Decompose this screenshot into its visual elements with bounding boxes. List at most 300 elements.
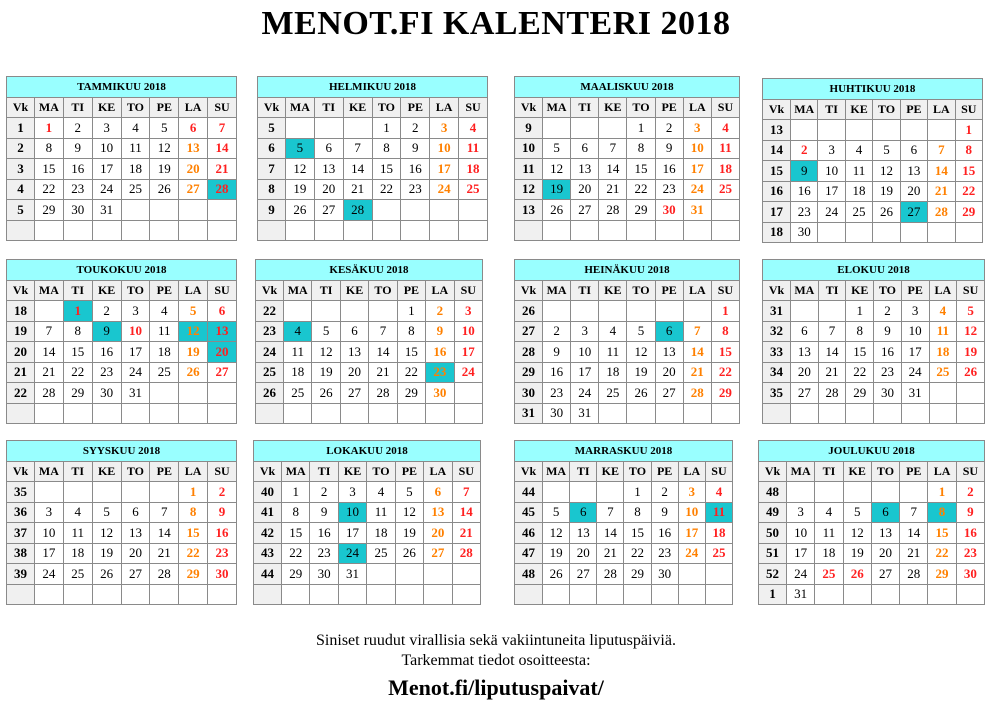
weekday-header: SU [956,461,984,482]
day-cell: 17 [454,342,482,363]
day-cell: 5 [286,138,315,159]
month-table [758,440,985,605]
day-cell: 16 [310,523,338,544]
week-number: 44 [515,482,543,503]
week-row [256,403,483,424]
day-cell: 5 [873,140,900,161]
day-cell: 4 [367,482,395,503]
weekday-header: TO [871,461,899,482]
day-cell: 8 [955,140,982,161]
day-cell: 28 [818,383,846,404]
week-row [763,403,985,424]
day-cell: 23 [401,179,430,200]
empty-cell [815,584,843,605]
day-cell: 11 [705,502,732,523]
day-cell: 10 [92,138,121,159]
day-cell: 16 [655,159,683,180]
day-cell: 17 [678,523,705,544]
day-cell: 13 [791,342,819,363]
week-row [256,342,483,363]
day-cell: 26 [286,200,315,221]
day-cell: 21 [599,179,627,200]
empty-cell [957,383,985,404]
day-cell: 29 [179,564,208,585]
week-number: 5 [7,200,35,221]
week-number: 22 [7,383,35,404]
day-cell: 23 [651,543,678,564]
day-cell: 1 [928,482,956,503]
week-row [515,138,740,159]
weekday-header: Vk [515,97,543,118]
week-number: 41 [254,502,282,523]
week-row [7,362,237,383]
month-name: MARRASKUU 2018 [515,441,733,462]
day-cell: 1 [372,118,401,139]
empty-cell [286,118,315,139]
day-cell: 5 [395,482,423,503]
day-cell: 15 [372,159,401,180]
weekday-header: KE [843,461,871,482]
empty-cell [340,301,368,322]
day-cell: 19 [395,523,423,544]
day-cell: 17 [92,159,121,180]
day-cell: 9 [208,502,237,523]
week-row [7,321,237,342]
week-row [7,523,237,544]
day-cell: 14 [452,502,481,523]
empty-cell [711,220,739,241]
day-cell: 19 [957,342,985,363]
weekday-header: PE [900,99,927,120]
footer-link[interactable]: Menot.fi/liputuspaivat/ [388,675,604,700]
day-cell: 21 [208,159,237,180]
week-number: 25 [256,362,284,383]
day-cell: 29 [63,383,92,404]
day-cell: 16 [874,342,902,363]
day-cell: 10 [683,138,711,159]
day-cell: 30 [956,564,984,585]
day-cell: 12 [92,523,121,544]
empty-cell [843,482,871,503]
week-row [258,200,488,221]
week-row [763,222,983,243]
day-cell: 31 [683,200,711,221]
empty-cell [543,301,571,322]
day-cell: 17 [818,181,845,202]
weekday-header: TO [873,99,900,120]
week-number: 31 [515,403,543,424]
week-row [7,482,237,503]
empty-cell [678,564,705,585]
day-cell: 2 [651,482,678,503]
day-cell: 24 [683,179,711,200]
day-cell: 4 [150,301,179,322]
weekday-header: TO [369,280,397,301]
empty-cell [929,403,957,424]
week-number: 8 [258,179,286,200]
day-cell: 10 [121,321,150,342]
weekday-header: MA [543,461,570,482]
empty-cell [179,220,208,241]
day-cell: 27 [179,179,208,200]
empty-cell [35,584,64,605]
day-cell: 15 [35,159,64,180]
week-number: 30 [515,383,543,404]
day-cell: 5 [150,118,179,139]
empty-cell [655,301,683,322]
day-cell: 5 [543,138,571,159]
weekday-header: Vk [759,461,787,482]
day-cell: 22 [179,543,208,564]
empty-cell [683,403,711,424]
weekday-header: TO [624,461,651,482]
week-number: 51 [759,543,787,564]
month-name: LOKAKUU 2018 [254,441,481,462]
month-name: KESÄKUU 2018 [256,260,483,281]
empty-cell [597,482,624,503]
day-cell: 24 [678,543,705,564]
day-cell: 20 [900,181,927,202]
footer-info: Tarkemmat tiedot osoitteesta: [401,652,591,669]
week-number: 32 [763,321,791,342]
week-row [256,301,483,322]
weekday-header: Vk [763,99,791,120]
weekday-header: TI [571,97,599,118]
day-cell: 13 [424,502,452,523]
day-cell: 8 [63,321,92,342]
empty-cell [150,383,179,404]
empty-cell [284,301,312,322]
day-cell: 14 [343,159,372,180]
day-cell: 28 [208,179,237,200]
weekday-header: SU [208,461,237,482]
week-row [763,140,983,161]
week-row [763,321,985,342]
day-cell: 13 [655,342,683,363]
weekday-header: TI [818,99,845,120]
day-cell: 19 [312,362,340,383]
month-table [514,76,740,241]
day-cell: 9 [92,321,121,342]
week-number: 50 [759,523,787,544]
day-cell: 17 [787,543,815,564]
empty-cell [92,220,121,241]
day-cell: 11 [63,523,92,544]
empty-cell [570,482,597,503]
month-table [762,259,985,424]
empty-cell [627,220,655,241]
day-cell: 29 [624,564,651,585]
day-cell: 7 [900,502,928,523]
empty-cell [627,403,655,424]
week-number: 24 [256,342,284,363]
week-number: 33 [763,342,791,363]
day-cell: 25 [284,383,312,404]
empty-cell [928,120,955,141]
week-row [258,220,488,241]
day-cell: 6 [208,301,237,322]
day-cell: 10 [818,161,845,182]
week-row [763,202,983,223]
empty-cell [312,403,340,424]
week-row [763,301,985,322]
day-cell: 8 [35,138,64,159]
empty-cell [683,301,711,322]
day-cell: 26 [873,202,900,223]
empty-cell [343,118,372,139]
day-cell: 21 [150,543,179,564]
day-cell: 14 [599,159,627,180]
weekday-header: KE [340,280,368,301]
day-cell: 18 [815,543,843,564]
weekday-header: TI [571,280,599,301]
day-cell: 30 [655,200,683,221]
month-name: ELOKUU 2018 [763,260,985,281]
empty-cell [208,200,237,221]
empty-cell [928,222,955,243]
day-cell: 30 [791,222,818,243]
week-row [256,383,483,404]
weekday-header: TI [312,280,340,301]
day-cell: 15 [624,523,651,544]
week-row [763,161,983,182]
empty-cell [845,120,872,141]
empty-cell [208,584,237,605]
day-cell: 26 [179,362,208,383]
empty-cell [430,220,459,241]
day-cell: 21 [369,362,397,383]
footer-note: Siniset ruudut virallisia sekä vakiintuneita liputuspäiviä. [316,632,676,649]
day-cell: 4 [815,502,843,523]
day-cell: 13 [121,523,150,544]
day-cell: 2 [426,301,454,322]
day-cell: 23 [310,543,338,564]
day-cell: 15 [282,523,310,544]
empty-cell [599,220,627,241]
week-row [515,362,740,383]
day-cell: 31 [338,564,366,585]
day-cell: 15 [846,342,874,363]
empty-cell [570,584,597,605]
day-cell: 31 [901,383,929,404]
week-row [515,403,740,424]
week-number: 6 [258,138,286,159]
day-cell: 26 [543,564,570,585]
weekday-header: MA [543,280,571,301]
day-cell: 22 [282,543,310,564]
day-cell: 18 [367,523,395,544]
day-cell: 28 [452,543,481,564]
empty-cell [35,301,64,322]
day-cell: 12 [543,523,570,544]
week-number: 21 [7,362,35,383]
weekday-header: KE [92,280,121,301]
day-cell: 12 [543,159,571,180]
week-number: 2 [7,138,35,159]
week-row [254,584,481,605]
week-row [763,181,983,202]
day-cell: 14 [597,523,624,544]
day-cell: 15 [928,523,956,544]
weekday-header: MA [284,280,312,301]
day-cell: 21 [35,362,64,383]
week-row [7,403,237,424]
day-cell: 6 [121,502,150,523]
empty-cell [543,118,571,139]
day-cell: 3 [35,502,64,523]
weekday-header: SU [955,99,982,120]
day-cell: 13 [179,138,208,159]
day-cell: 25 [845,202,872,223]
empty-cell [121,403,150,424]
empty-cell [179,403,208,424]
week-row [258,179,488,200]
day-cell: 23 [791,202,818,223]
empty-cell [873,222,900,243]
day-cell: 16 [651,523,678,544]
month-table [514,259,740,424]
week-number: 27 [515,321,543,342]
weekday-header: TI [63,97,92,118]
day-cell: 28 [597,564,624,585]
day-cell: 17 [430,159,459,180]
empty-cell [791,301,819,322]
weekday-header: Vk [763,280,791,301]
empty-cell [957,403,985,424]
day-cell: 25 [599,383,627,404]
day-cell: 23 [655,179,683,200]
day-cell: 12 [843,523,871,544]
day-cell: 8 [624,502,651,523]
week-number: 52 [759,564,787,585]
weekday-header: PE [655,280,683,301]
weekday-header: TI [314,97,343,118]
month-table [6,259,237,424]
weekday-header: SU [711,97,739,118]
day-cell: 7 [597,502,624,523]
empty-cell [208,220,237,241]
empty-cell [597,584,624,605]
day-cell: 19 [150,159,179,180]
weekday-header: PE [901,280,929,301]
empty-cell [599,301,627,322]
weekday-header: LA [424,461,452,482]
day-cell: 5 [627,321,655,342]
weekday-header: PE [655,97,683,118]
empty-cell [397,403,425,424]
day-cell: 30 [874,383,902,404]
week-row [515,502,733,523]
day-cell: 14 [928,161,955,182]
empty-cell [121,584,150,605]
day-cell: 4 [845,140,872,161]
day-cell: 20 [121,543,150,564]
month-name: MAALISKUU 2018 [515,77,740,98]
day-cell: 28 [369,383,397,404]
day-cell: 6 [179,118,208,139]
day-cell: 26 [92,564,121,585]
day-cell: 25 [815,564,843,585]
week-row [515,543,733,564]
day-cell: 20 [179,159,208,180]
weekday-header: KE [343,97,372,118]
week-row [759,564,985,585]
month-name: TAMMIKUU 2018 [7,77,237,98]
day-cell: 15 [397,342,425,363]
week-number: 23 [256,321,284,342]
empty-cell [179,584,208,605]
empty-cell [818,301,846,322]
day-cell: 25 [121,179,150,200]
day-cell: 16 [543,362,571,383]
week-number [7,220,35,241]
empty-cell [35,220,64,241]
week-row [515,200,740,221]
day-cell: 1 [846,301,874,322]
day-cell: 30 [63,200,92,221]
weekday-header: LA [928,99,955,120]
week-number: 49 [759,502,787,523]
month-name: SYYSKUU 2018 [7,441,237,462]
empty-cell [426,403,454,424]
day-cell: 10 [571,342,599,363]
week-row [7,220,237,241]
week-row [256,321,483,342]
week-number: 26 [256,383,284,404]
day-cell: 4 [705,482,732,503]
day-cell: 13 [314,159,343,180]
day-cell: 25 [929,362,957,383]
day-cell: 26 [395,543,423,564]
empty-cell [430,200,459,221]
day-cell: 15 [711,342,739,363]
day-cell: 25 [150,362,179,383]
empty-cell [900,584,928,605]
month-name: TOUKOKUU 2018 [7,260,237,281]
day-cell: 2 [543,321,571,342]
day-cell: 22 [624,543,651,564]
day-cell: 11 [929,321,957,342]
week-number: 35 [763,383,791,404]
day-cell: 20 [424,523,452,544]
day-cell: 31 [92,200,121,221]
week-number: 48 [759,482,787,503]
month-table [514,440,733,605]
week-row [759,584,985,605]
day-cell: 18 [845,181,872,202]
week-number: 13 [763,120,791,141]
week-row [254,502,481,523]
day-cell: 9 [651,502,678,523]
day-cell: 4 [711,118,739,139]
day-cell: 17 [35,543,64,564]
day-cell: 10 [338,502,366,523]
day-cell: 20 [314,179,343,200]
empty-cell [314,118,343,139]
weekday-header: KE [845,99,872,120]
day-cell: 27 [424,543,452,564]
empty-cell [459,200,488,221]
weekday-header: Vk [254,461,282,482]
day-cell: 31 [571,403,599,424]
day-cell: 12 [395,502,423,523]
day-cell: 8 [846,321,874,342]
empty-cell [401,200,430,221]
day-cell: 1 [282,482,310,503]
day-cell: 29 [846,383,874,404]
weekday-header: KE [599,97,627,118]
week-number [258,220,286,241]
